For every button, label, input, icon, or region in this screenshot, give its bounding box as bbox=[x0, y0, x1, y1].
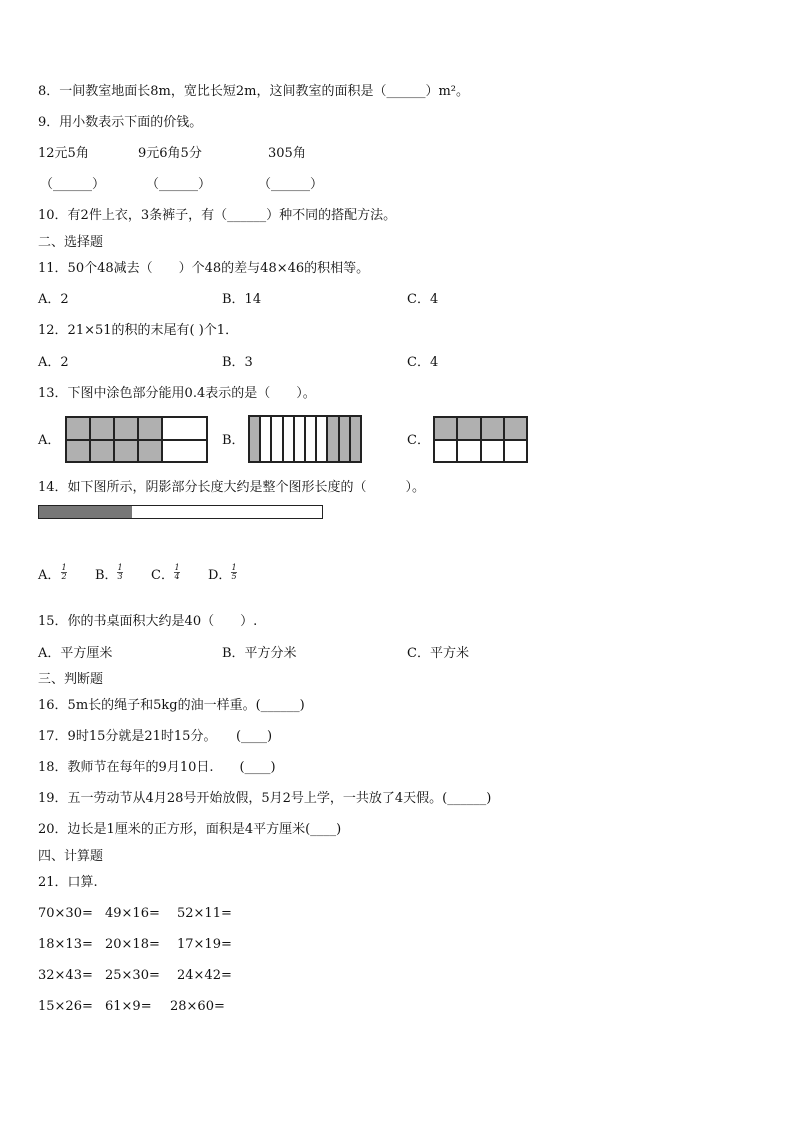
calc-item: 28×60= bbox=[170, 999, 225, 1014]
section-judge-title: 三、判断题 bbox=[38, 672, 104, 687]
q15-option-a: A．平方厘米 bbox=[38, 646, 113, 661]
q14-length-bar bbox=[38, 505, 323, 519]
question-15: 15．你的书桌面积大约是40（ ）. bbox=[38, 614, 258, 629]
question-11: 11．50个48减去（ ）个48的差与48×46的积相等。 bbox=[38, 261, 370, 276]
calc-item: 15×26= bbox=[38, 999, 93, 1014]
fraction-d bbox=[230, 564, 238, 581]
q13-figure-b bbox=[248, 415, 362, 463]
q15-option-b: B．平方分米 bbox=[222, 646, 297, 661]
calc-item: 25×30= bbox=[105, 968, 160, 983]
calc-item: 70×30= bbox=[38, 906, 93, 921]
calc-item: 61×9= bbox=[105, 999, 152, 1014]
fraction-c bbox=[173, 564, 181, 581]
price-item-1: 12元5角 bbox=[38, 146, 89, 161]
q11-option-b: B．14 bbox=[222, 292, 262, 307]
question-20: 20．边长是1厘米的正方形，面积是4平方厘米(____) bbox=[38, 822, 342, 837]
calc-item: 20×18= bbox=[105, 937, 160, 952]
question-14: 14．如下图所示，阴影部分长度大约是整个图形长度的（ ）。 bbox=[38, 480, 426, 495]
question-10: 10．有2件上衣，3条裤子，有（______）种不同的搭配方法。 bbox=[38, 208, 397, 223]
fraction-c-num: 1 bbox=[174, 563, 180, 572]
question-12: 12．21×51的积的末尾有( )个1． bbox=[38, 323, 239, 338]
question-13: 13．下图中涂色部分能用0.4表示的是（ ）。 bbox=[38, 386, 316, 401]
q12-option-c: C．4 bbox=[407, 355, 439, 370]
question-16: 16．5m长的绳子和5kg的油一样重。(______) bbox=[38, 698, 305, 713]
fraction-b-den: 3 bbox=[117, 572, 123, 581]
calc-item: 17×19= bbox=[177, 937, 232, 952]
answer-blank-3: （______） bbox=[258, 177, 324, 192]
q13-label-a: A． bbox=[38, 433, 61, 448]
question-21: 21．口算. bbox=[38, 875, 98, 890]
question-9: 9．用小数表示下面的价钱。 bbox=[38, 115, 203, 130]
calc-item: 52×11= bbox=[177, 906, 232, 921]
answer-blank-1: （______） bbox=[40, 177, 106, 192]
q12-option-a: A．2 bbox=[38, 355, 69, 370]
calc-item: 32×43= bbox=[38, 968, 93, 983]
q12-option-b: B．3 bbox=[222, 355, 253, 370]
answer-blank-2: （______） bbox=[146, 177, 212, 192]
question-18: 18．教师节在每年的9月10日. (____) bbox=[38, 760, 276, 775]
price-item-3: 305角 bbox=[268, 146, 306, 161]
fraction-a-num: 1 bbox=[61, 563, 67, 572]
q13-label-b: B． bbox=[222, 433, 245, 448]
q15-option-c: C．平方米 bbox=[407, 646, 469, 661]
fraction-b-num: 1 bbox=[117, 563, 123, 572]
question-17: 17．9时15分就是21时15分。 (____) bbox=[38, 729, 273, 744]
calc-item: 49×16= bbox=[105, 906, 160, 921]
q11-option-a: A．2 bbox=[38, 292, 69, 307]
section-choice-title: 二、选择题 bbox=[38, 235, 104, 250]
q14-option-b: B． bbox=[95, 568, 118, 583]
q14-shaded-part bbox=[39, 506, 132, 518]
q13-label-c: C． bbox=[407, 433, 430, 448]
q14-option-d: D． bbox=[208, 568, 232, 583]
fraction-d-num: 1 bbox=[231, 563, 237, 572]
q14-option-a: A． bbox=[38, 568, 61, 583]
fraction-b bbox=[116, 564, 124, 581]
fraction-a-den: 2 bbox=[61, 572, 67, 581]
calc-item: 24×42= bbox=[177, 968, 232, 983]
calc-item: 18×13= bbox=[38, 937, 93, 952]
q13-figure-a bbox=[65, 416, 208, 463]
q13-figure-c bbox=[433, 416, 528, 463]
price-item-2: 9元6角5分 bbox=[138, 146, 202, 161]
question-19: 19．五一劳动节从4月28号开始放假，5月2号上学，一共放了4天假。(______) bbox=[38, 791, 492, 806]
fraction-d-den: 5 bbox=[231, 572, 237, 581]
q14-option-c: C． bbox=[151, 568, 174, 583]
section-calc-title: 四、计算题 bbox=[38, 849, 104, 864]
q11-option-c: C．4 bbox=[407, 292, 439, 307]
question-8: 8．一间教室地面长8m，宽比长短2m，这间教室的面积是（______）m²。 bbox=[38, 84, 470, 99]
fraction-c-den: 4 bbox=[174, 572, 180, 581]
fraction-a bbox=[60, 564, 68, 581]
